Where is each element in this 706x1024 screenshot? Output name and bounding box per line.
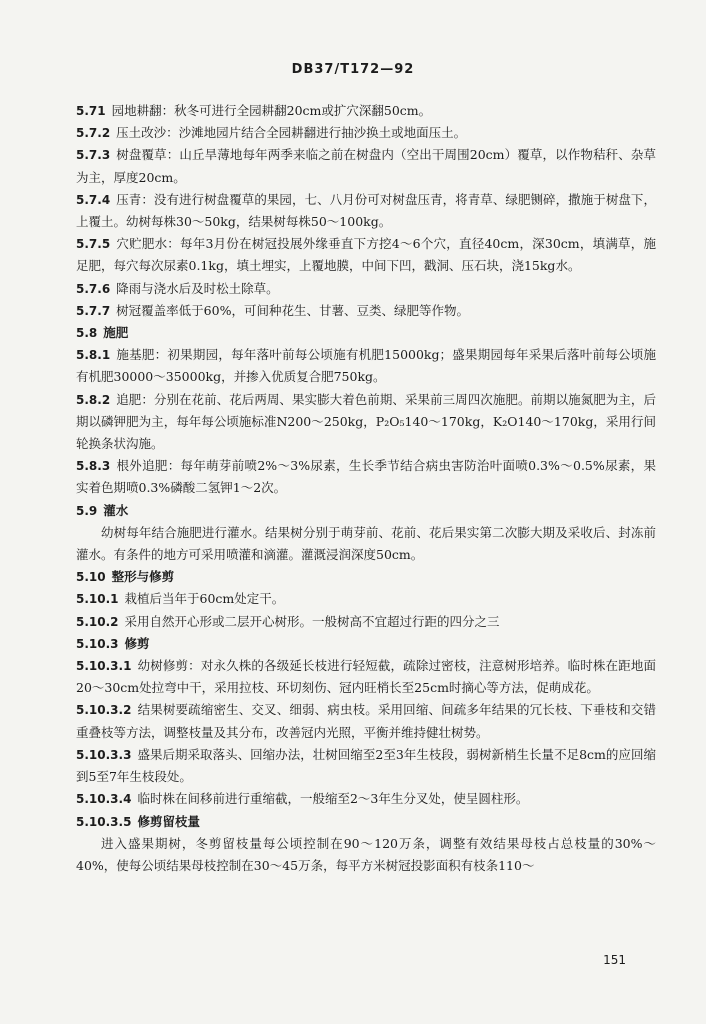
clause-paragraph	[76, 189, 656, 233]
clause-number: 5.10.3	[76, 636, 119, 651]
section-heading	[76, 811, 656, 833]
clause-paragraph	[76, 300, 656, 322]
clause-text: 根外追肥：每年萌芽前喷2%～3%尿素，生长季节结合病虫害防治叶面喷0.3%～0.5%尿素，果实着色期喷0.3%磷酸二氢钾1～2次。	[76, 458, 656, 496]
clause-number: 5.8.2	[76, 392, 111, 407]
clause-paragraph	[76, 699, 656, 743]
clause-text: 压青：没有进行树盘覆草的果园，七、八月份可对树盘压青，将青草、绿肥铡碎，撒施于树盘下，上覆土。幼树每株30～50kg，结果树每株50～100kg。	[76, 191, 656, 230]
standard-code-header: DB37/T172—92	[291, 62, 415, 77]
clause-paragraph	[76, 655, 656, 699]
clause-text: 整形与修剪	[111, 569, 175, 585]
clause-text: 施基肥：初果期园，每年落叶前每公顷施有机肥15000kg；盛果期园每年采果后落叶前每公顷施有机肥30000～35000kg，并掺入优质复合肥750kg。	[76, 347, 656, 385]
clause-number: 5.10.2	[76, 614, 119, 629]
clause-text: 树盘覆草：山丘旱薄地每年两季来临之前在树盘内（空出干周围20cm）覆草，以作物秸秆、杂草为主，厚度20cm。	[76, 147, 656, 185]
clause-number: 5.8	[76, 326, 98, 341]
clause-text: 幼树修剪：对永久株的各级延长枝进行轻短截，疏除过密枝，注意树形培养。临时株在距地面20～30cm处拉弯中干，采用拉枝、环切刻伤、冠内旺梢长至25cm时摘心等方法，促萌成花。	[76, 658, 656, 696]
clause-number: 5.10.3.3	[76, 747, 132, 762]
clause-text: 结果树要疏缩密生、交叉、细弱、病虫枝。采用回缩、间疏多年结果的冗长枝、下垂枝和交错重叠枝等方法，调整枝量及其分布，改善冠内光照，平衡并维持健壮树势。	[76, 702, 656, 740]
clause-text: 盛果后期采取落头、回缩办法，壮树回缩至2至3年生枝段，弱树新梢生长量不足8cm的应回缩到5至7年生枝段处。	[76, 746, 656, 785]
clause-text: 栽植后当年于60cm处定干。	[124, 591, 285, 607]
clause-paragraph	[76, 522, 656, 566]
clause-paragraph	[76, 233, 656, 277]
clause-text: 降雨与浇水后及时松土除草。	[116, 280, 279, 296]
clause-paragraph	[76, 588, 656, 610]
clause-number: 5.7.2	[76, 126, 111, 141]
clause-paragraph	[76, 100, 656, 122]
clause-paragraph	[76, 344, 656, 388]
clause-text: 进入盛果期树，冬剪留枝量每公顷控制在90～120万条，调整有效结果母枝占总枝量的30%～40%，使每公顷结果母枝控制在30～45万条，每平方米树冠投影面积有枝条110～	[76, 835, 656, 873]
clause-number: 5.10.3.5	[76, 814, 132, 829]
clause-number: 5.10.3.2	[76, 703, 132, 718]
clause-paragraph	[76, 611, 656, 633]
clause-number: 5.10.3.4	[76, 792, 132, 807]
page-number: 151	[603, 953, 626, 967]
clause-paragraph	[76, 788, 656, 810]
clause-number: 5.7.7	[76, 303, 111, 318]
clause-paragraph	[76, 455, 656, 499]
clause-paragraph	[76, 744, 656, 788]
document-body	[76, 100, 656, 877]
clause-number: 5.8.1	[76, 348, 111, 363]
clause-text: 临时株在间移前进行重缩截，一般缩至2～3年生分叉处，使呈圆柱形。	[137, 791, 529, 807]
clause-number: 5.7.5	[76, 237, 111, 252]
clause-number: 5.71	[76, 104, 106, 118]
clause-paragraph	[76, 389, 656, 456]
clause-text: 树冠覆盖率低于60%，可间种花生、甘薯、豆类、绿肥等作物。	[116, 302, 469, 318]
clause-number: 5.8.3	[76, 459, 111, 474]
clause-number: 5.7.6	[76, 281, 111, 296]
section-heading	[76, 566, 656, 588]
clause-number: 5.7.3	[76, 148, 111, 163]
section-heading	[76, 500, 656, 522]
clause-number: 5.10.3.1	[76, 659, 132, 674]
clause-text: 幼树每年结合施肥进行灌水。结果树分别于萌芽前、花前、花后果实第二次膨大期及采收后、封冻前灌水。有条件的地方可采用喷灌和滴灌。灌溉浸润深度50cm。	[76, 524, 656, 563]
clause-text: 压土改沙：沙滩地园片结合全园耕翻进行抽沙换土或地面压土。	[116, 125, 467, 141]
clause-paragraph	[76, 144, 656, 188]
clause-text: 修剪留枝量	[137, 813, 200, 829]
clause-number: 5.10.1	[76, 592, 119, 607]
clause-paragraph	[76, 278, 656, 300]
clause-number: 5.9	[76, 503, 98, 518]
clause-number: 5.7.4	[76, 192, 111, 207]
clause-text: 追肥：分别在花前、花后两周、果实膨大着色前期、采果前三周四次施肥。前期以施氮肥为主，后期以磷钾肥为主，每年每公顷施标准N200～250kg，P₂O₅140～170kg，K₂O140～170kg，采用行间轮换条状沟施。	[76, 391, 656, 452]
clause-number: 5.10	[76, 570, 106, 585]
section-heading	[76, 322, 656, 344]
clause-text: 采用自然开心形或二层开心树形。一般树高不宜超过行距的四分之三	[124, 613, 500, 629]
clause-text: 园地耕翻：秋冬可进行全园耕翻20cm或扩穴深翻50cm。	[111, 103, 432, 118]
section-heading	[76, 633, 656, 655]
clause-text: 修剪	[124, 635, 150, 651]
clause-text: 施肥	[103, 325, 129, 341]
clause-text: 灌水	[103, 502, 129, 518]
clause-paragraph	[76, 122, 656, 144]
clause-paragraph	[76, 833, 656, 877]
clause-text: 穴贮肥水：每年3月份在树冠投展外缘垂直下方挖4～6个穴，直径40cm，深30cm，填满草，施足肥，每穴每次尿素0.1kg，填土埋实，上覆地膜，中间下凹，戳洞、压石块，浇15kg水。	[76, 236, 656, 274]
